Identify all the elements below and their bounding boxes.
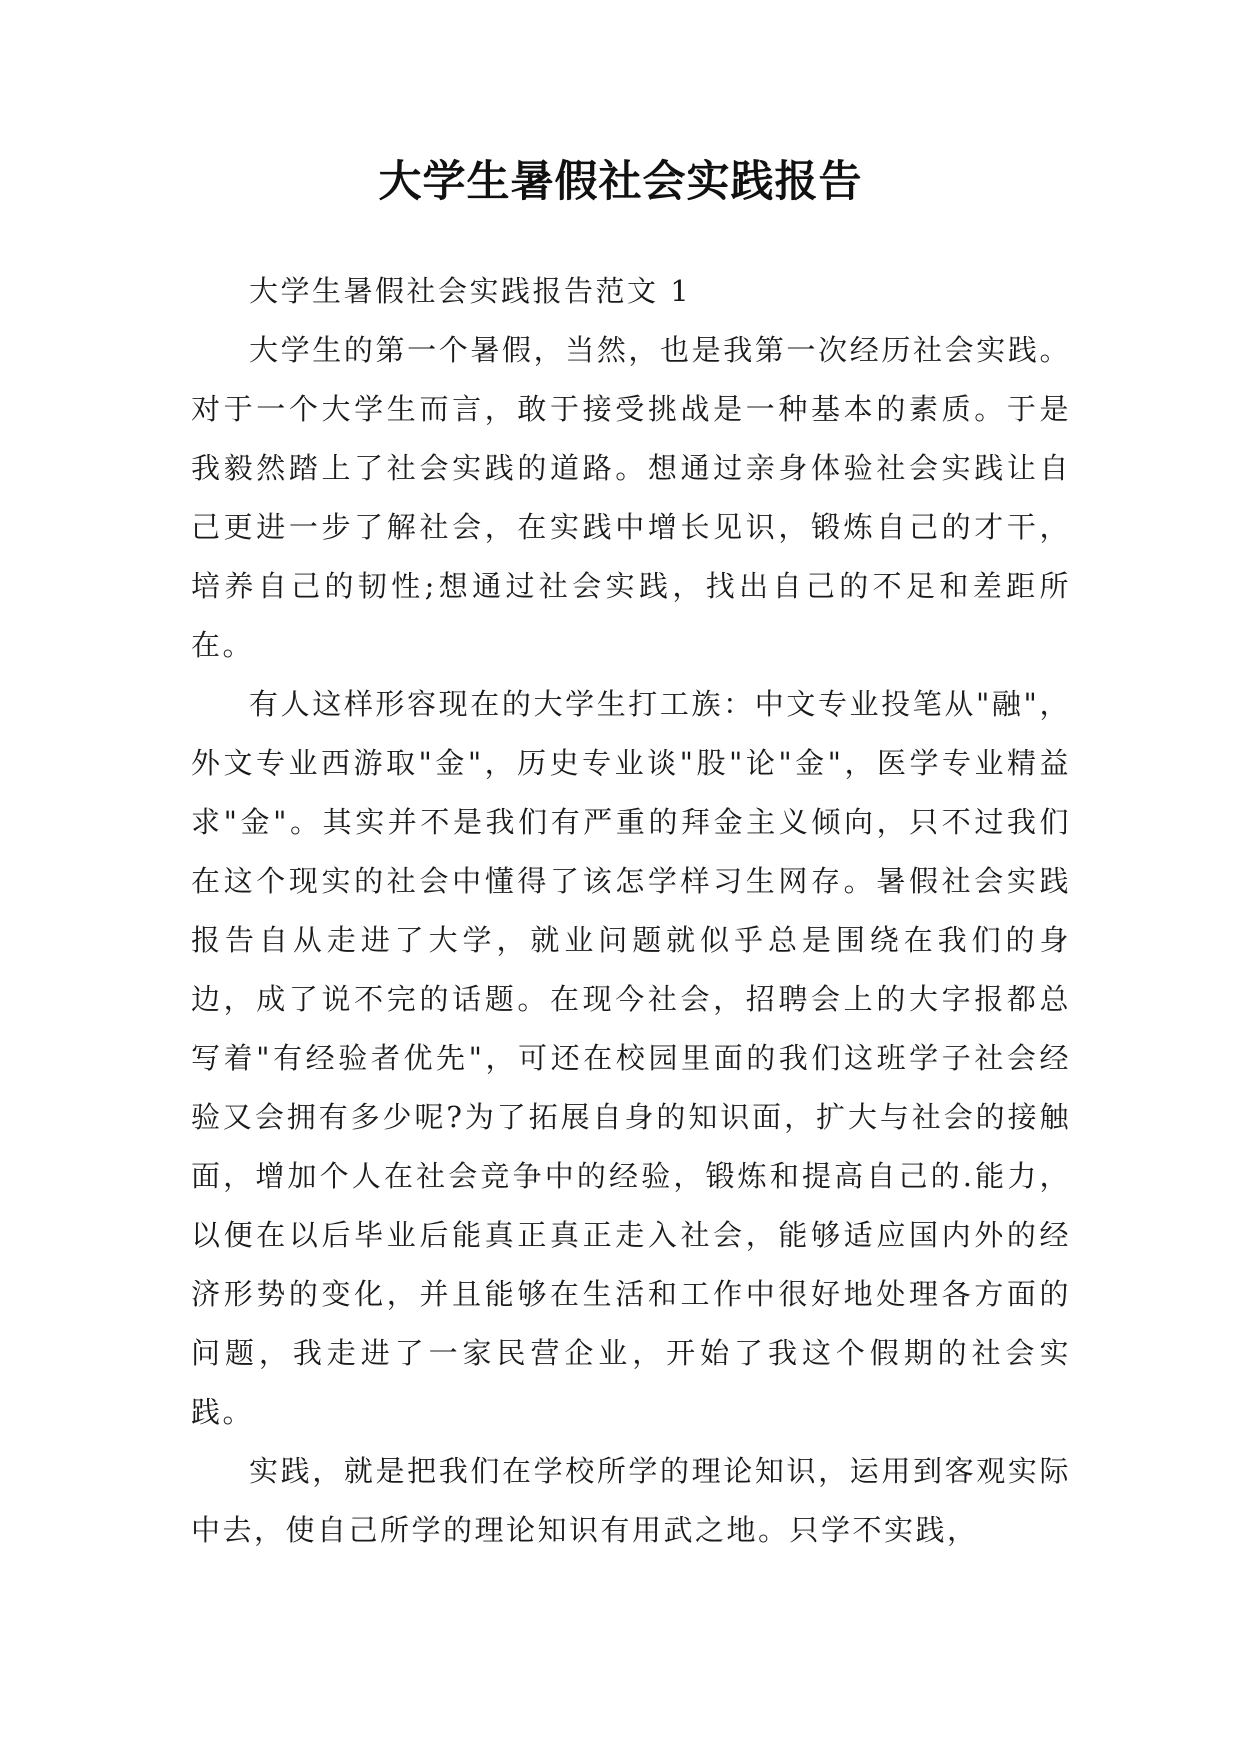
paragraph-2: 有人这样形容现在的大学生打工族：中文专业投笔从"融"，外文专业西游取"金"，历史专业谈"股"论"金"，医学专业精益求"金"。其实并不是我们有严重的拜金主义倾向，只不过我们在这个现实的社会中懂得了该怎学样习生网存。暑假社会实践报告自从走进了大学，就业问题就似乎总是围绕在我们的身边，成了说不完的话题。在现今社会，招聘会上的大字报都总写着"有经验者优先"，可还在校园里面的我们这班学子社会经验又会拥有多少呢?为了拓展自身的知识面，扩大与社会的接触面，增加个人在社会竞争中的经验，锻炼和提高自己的.能力，以便在以后毕业后能真正真正走入社会，能够适应国内外的经济形势的变化，并且能够在生活和工作中很好地处理各方面的问题，我走进了一家民营企业，开始了我这个假期的社会实践。: [191, 687, 1071, 1429]
document-title: 大学生暑假社会实践报告: [378, 157, 863, 207]
document-subtitle: 大学生暑假社会实践报告范文 1: [249, 274, 692, 308]
paragraph-3: 实践，就是把我们在学校所学的理论知识，运用到客观实际中去，使自己所学的理论知识有用武之地。只学不实践，: [191, 1454, 1071, 1547]
document-body: [191, 262, 1071, 1560]
paragraph-1: 大学生的第一个暑假，当然，也是我第一次经历社会实践。对于一个大学生而言，敢于接受挑战是一种基本的素质。于是我毅然踏上了社会实践的道路。想通过亲身体验社会实践让自己更进一步了解社会，在实践中增长见识，锻炼自己的才干，培养自己的韧性;想通过社会实践，找出自己的不足和差距所在。: [191, 333, 1071, 662]
